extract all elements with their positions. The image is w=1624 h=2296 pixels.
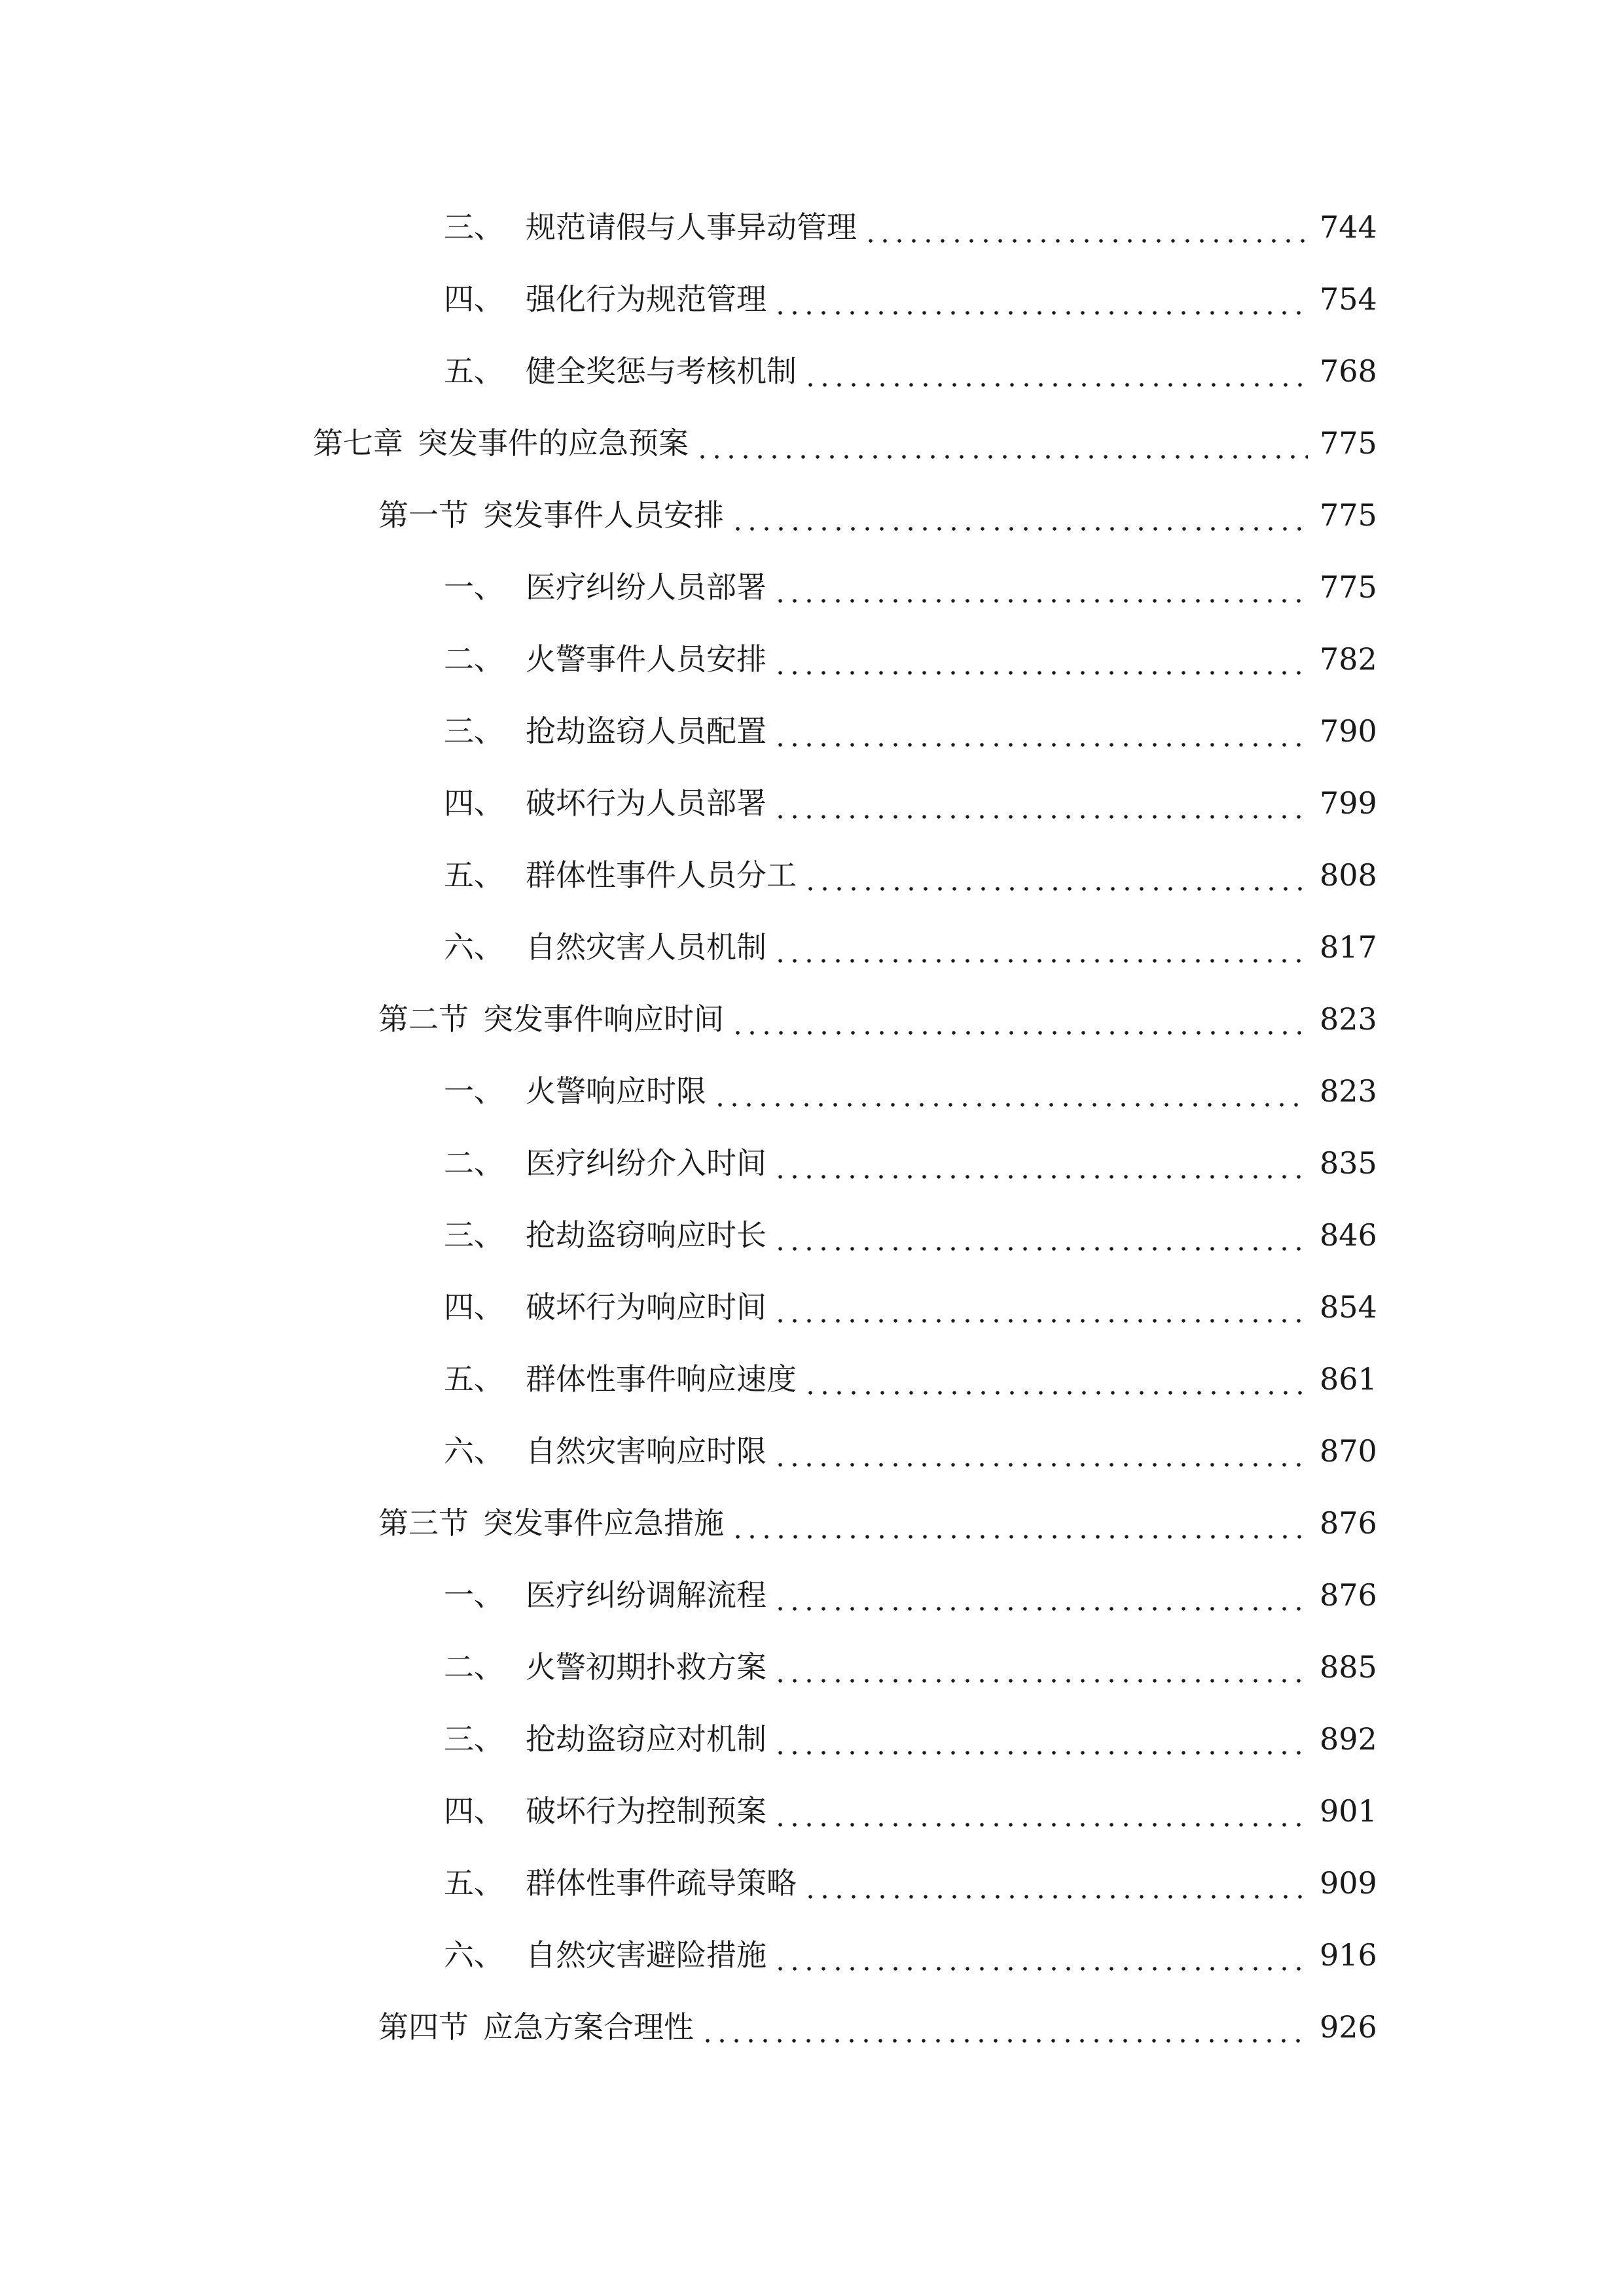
toc-entry-title: 火警响应时限 <box>526 1073 706 1109</box>
toc-entry-number: 六、 <box>444 929 504 965</box>
dot-leader <box>773 1716 1308 1762</box>
toc-entry-title: 抢劫盗窃响应时长 <box>526 1217 767 1253</box>
toc-entry-title: 抢劫盗窃应对机制 <box>526 1721 767 1757</box>
toc-section-entry[interactable] <box>378 996 1377 1042</box>
toc-entry-page: 823 <box>1320 1073 1377 1109</box>
dot-leader <box>773 1140 1308 1186</box>
dot-leader <box>773 780 1308 826</box>
toc-entry-title: 自然灾害人员机制 <box>526 929 767 965</box>
toc-entry-number: 第二节 <box>378 1001 469 1037</box>
dot-leader <box>773 1644 1308 1690</box>
toc-section-entry[interactable] <box>378 2004 1377 2050</box>
dot-leader <box>773 1788 1308 1834</box>
toc-entry[interactable] <box>444 348 1377 394</box>
toc-entry-page: 808 <box>1320 857 1377 893</box>
toc-entry-title: 破坏行为人员部署 <box>526 785 767 821</box>
toc-entry-page: 817 <box>1320 929 1377 965</box>
toc-entry-number: 四、 <box>444 281 504 317</box>
toc-entry-page: 861 <box>1320 1361 1377 1397</box>
toc-entry-page: 885 <box>1320 1649 1377 1685</box>
toc-entry-title: 自然灾害避险措施 <box>526 1937 767 1973</box>
toc-entry[interactable] <box>444 1428 1377 1474</box>
dot-leader <box>773 1284 1308 1330</box>
dot-leader <box>773 708 1308 754</box>
dot-leader <box>773 564 1308 610</box>
toc-section-entry[interactable] <box>378 492 1377 538</box>
toc-entry-title: 健全奖惩与考核机制 <box>526 353 797 389</box>
toc-entry[interactable] <box>444 1644 1377 1690</box>
toc-entry-number: 六、 <box>444 1433 504 1469</box>
toc-entry-number: 五、 <box>444 1361 504 1397</box>
dot-leader <box>695 420 1308 466</box>
dot-leader <box>863 204 1308 250</box>
toc-entry-title: 突发事件的应急预案 <box>418 425 689 461</box>
toc-entry[interactable] <box>444 924 1377 970</box>
toc-entry[interactable] <box>444 1788 1377 1834</box>
toc-entry-title: 火警事件人员安排 <box>526 641 767 677</box>
toc-entry[interactable] <box>444 1068 1377 1114</box>
toc-entry-page: 775 <box>1320 497 1377 533</box>
toc-entry-number: 第四节 <box>378 2009 469 2045</box>
toc-entry-number: 三、 <box>444 1217 504 1253</box>
dot-leader <box>731 492 1308 538</box>
toc-entry[interactable] <box>444 708 1377 754</box>
toc-entry-title: 群体性事件疏导策略 <box>526 1865 797 1901</box>
toc-entry-page: 876 <box>1320 1505 1377 1541</box>
toc-chapter-entry[interactable] <box>313 420 1377 466</box>
toc-entry-title: 规范请假与人事异动管理 <box>526 209 857 245</box>
toc-entry-page: 754 <box>1320 281 1377 317</box>
toc-entry-page: 782 <box>1320 641 1377 677</box>
dot-leader <box>773 924 1308 970</box>
toc-entry[interactable] <box>444 1572 1377 1618</box>
toc-entry-page: 926 <box>1320 2009 1377 2045</box>
toc-entry-title: 突发事件应急措施 <box>483 1505 724 1541</box>
toc-entry-number: 五、 <box>444 353 504 389</box>
toc-entry-number: 第一节 <box>378 497 469 533</box>
toc-entry-number: 四、 <box>444 1289 504 1325</box>
toc-entry-number: 第三节 <box>378 1505 469 1541</box>
toc-entry-page: 744 <box>1320 209 1377 245</box>
toc-entry-number: 第七章 <box>313 425 403 461</box>
toc-entry-page: 870 <box>1320 1433 1377 1469</box>
toc-entry[interactable] <box>444 1140 1377 1186</box>
dot-leader <box>773 276 1308 322</box>
toc-entry-title: 医疗纠纷人员部署 <box>526 569 767 605</box>
toc-entry[interactable] <box>444 564 1377 610</box>
toc-entry-number: 二、 <box>444 1649 504 1685</box>
toc-entry-page: 768 <box>1320 353 1377 389</box>
toc-entry-number: 一、 <box>444 1577 504 1613</box>
toc-entry-title: 火警初期扑救方案 <box>526 1649 767 1685</box>
dot-leader <box>773 636 1308 682</box>
toc-entry-page: 823 <box>1320 1001 1377 1037</box>
dot-leader <box>713 1068 1308 1114</box>
toc-entry-number: 一、 <box>444 1073 504 1109</box>
dot-leader <box>803 1356 1308 1402</box>
toc-entry-title: 应急方案合理性 <box>483 2009 694 2045</box>
dot-leader <box>700 2004 1308 2050</box>
toc-entry[interactable] <box>444 852 1377 898</box>
toc-entry[interactable] <box>444 276 1377 322</box>
toc-entry-number: 二、 <box>444 1145 504 1181</box>
toc-entry-number: 五、 <box>444 857 504 893</box>
toc-entry[interactable] <box>444 1860 1377 1906</box>
toc-entry-title: 群体性事件人员分工 <box>526 857 797 893</box>
toc-entry-title: 群体性事件响应速度 <box>526 1361 797 1397</box>
toc-section-entry[interactable] <box>378 1500 1377 1546</box>
dot-leader <box>773 1572 1308 1618</box>
toc-entry-page: 901 <box>1320 1793 1377 1829</box>
toc-entry-number: 六、 <box>444 1937 504 1973</box>
toc-entry-page: 835 <box>1320 1145 1377 1181</box>
dot-leader <box>773 1932 1308 1978</box>
toc-entry-page: 846 <box>1320 1217 1377 1253</box>
toc-entry-page: 854 <box>1320 1289 1377 1325</box>
toc-entry[interactable] <box>444 1356 1377 1402</box>
toc-entry[interactable] <box>444 1716 1377 1762</box>
toc-entry-page: 775 <box>1320 569 1377 605</box>
toc-entry-page: 775 <box>1320 425 1377 461</box>
toc-entry-page: 916 <box>1320 1937 1377 1973</box>
dot-leader <box>731 1500 1308 1546</box>
toc-entry[interactable] <box>444 1284 1377 1330</box>
toc-entry-number: 四、 <box>444 785 504 821</box>
toc-entry-title: 医疗纠纷调解流程 <box>526 1577 767 1613</box>
toc-entry[interactable] <box>444 636 1377 682</box>
dot-leader <box>773 1428 1308 1474</box>
toc-entry-title: 强化行为规范管理 <box>526 281 767 317</box>
toc-entry-number: 五、 <box>444 1865 504 1901</box>
toc-entry-number: 三、 <box>444 1721 504 1757</box>
toc-entry-page: 909 <box>1320 1865 1377 1901</box>
toc-entry[interactable] <box>444 1212 1377 1258</box>
toc-entry-page: 799 <box>1320 785 1377 821</box>
toc-entry-number: 三、 <box>444 209 504 245</box>
toc-entry-number: 三、 <box>444 713 504 749</box>
dot-leader <box>803 1860 1308 1906</box>
toc-entry-number: 四、 <box>444 1793 504 1829</box>
toc-entry-title: 突发事件人员安排 <box>483 497 724 533</box>
toc-entry[interactable] <box>444 204 1377 250</box>
toc-entry-title: 突发事件响应时间 <box>483 1001 724 1037</box>
toc-entry-title: 破坏行为响应时间 <box>526 1289 767 1325</box>
dot-leader <box>731 996 1308 1042</box>
toc-entry[interactable] <box>444 780 1377 826</box>
toc-entry-title: 抢劫盗窃人员配置 <box>526 713 767 749</box>
toc-entry-page: 876 <box>1320 1577 1377 1613</box>
toc-entry-page: 892 <box>1320 1721 1377 1757</box>
toc-entry-number: 二、 <box>444 641 504 677</box>
toc-entry-number: 一、 <box>444 569 504 605</box>
toc-entry-title: 医疗纠纷介入时间 <box>526 1145 767 1181</box>
toc-entry-page: 790 <box>1320 713 1377 749</box>
toc-entry-title: 自然灾害响应时限 <box>526 1433 767 1469</box>
dot-leader <box>803 852 1308 898</box>
toc-entry-title: 破坏行为控制预案 <box>526 1793 767 1829</box>
dot-leader <box>803 348 1308 394</box>
toc-entry[interactable] <box>444 1932 1377 1978</box>
dot-leader <box>773 1212 1308 1258</box>
